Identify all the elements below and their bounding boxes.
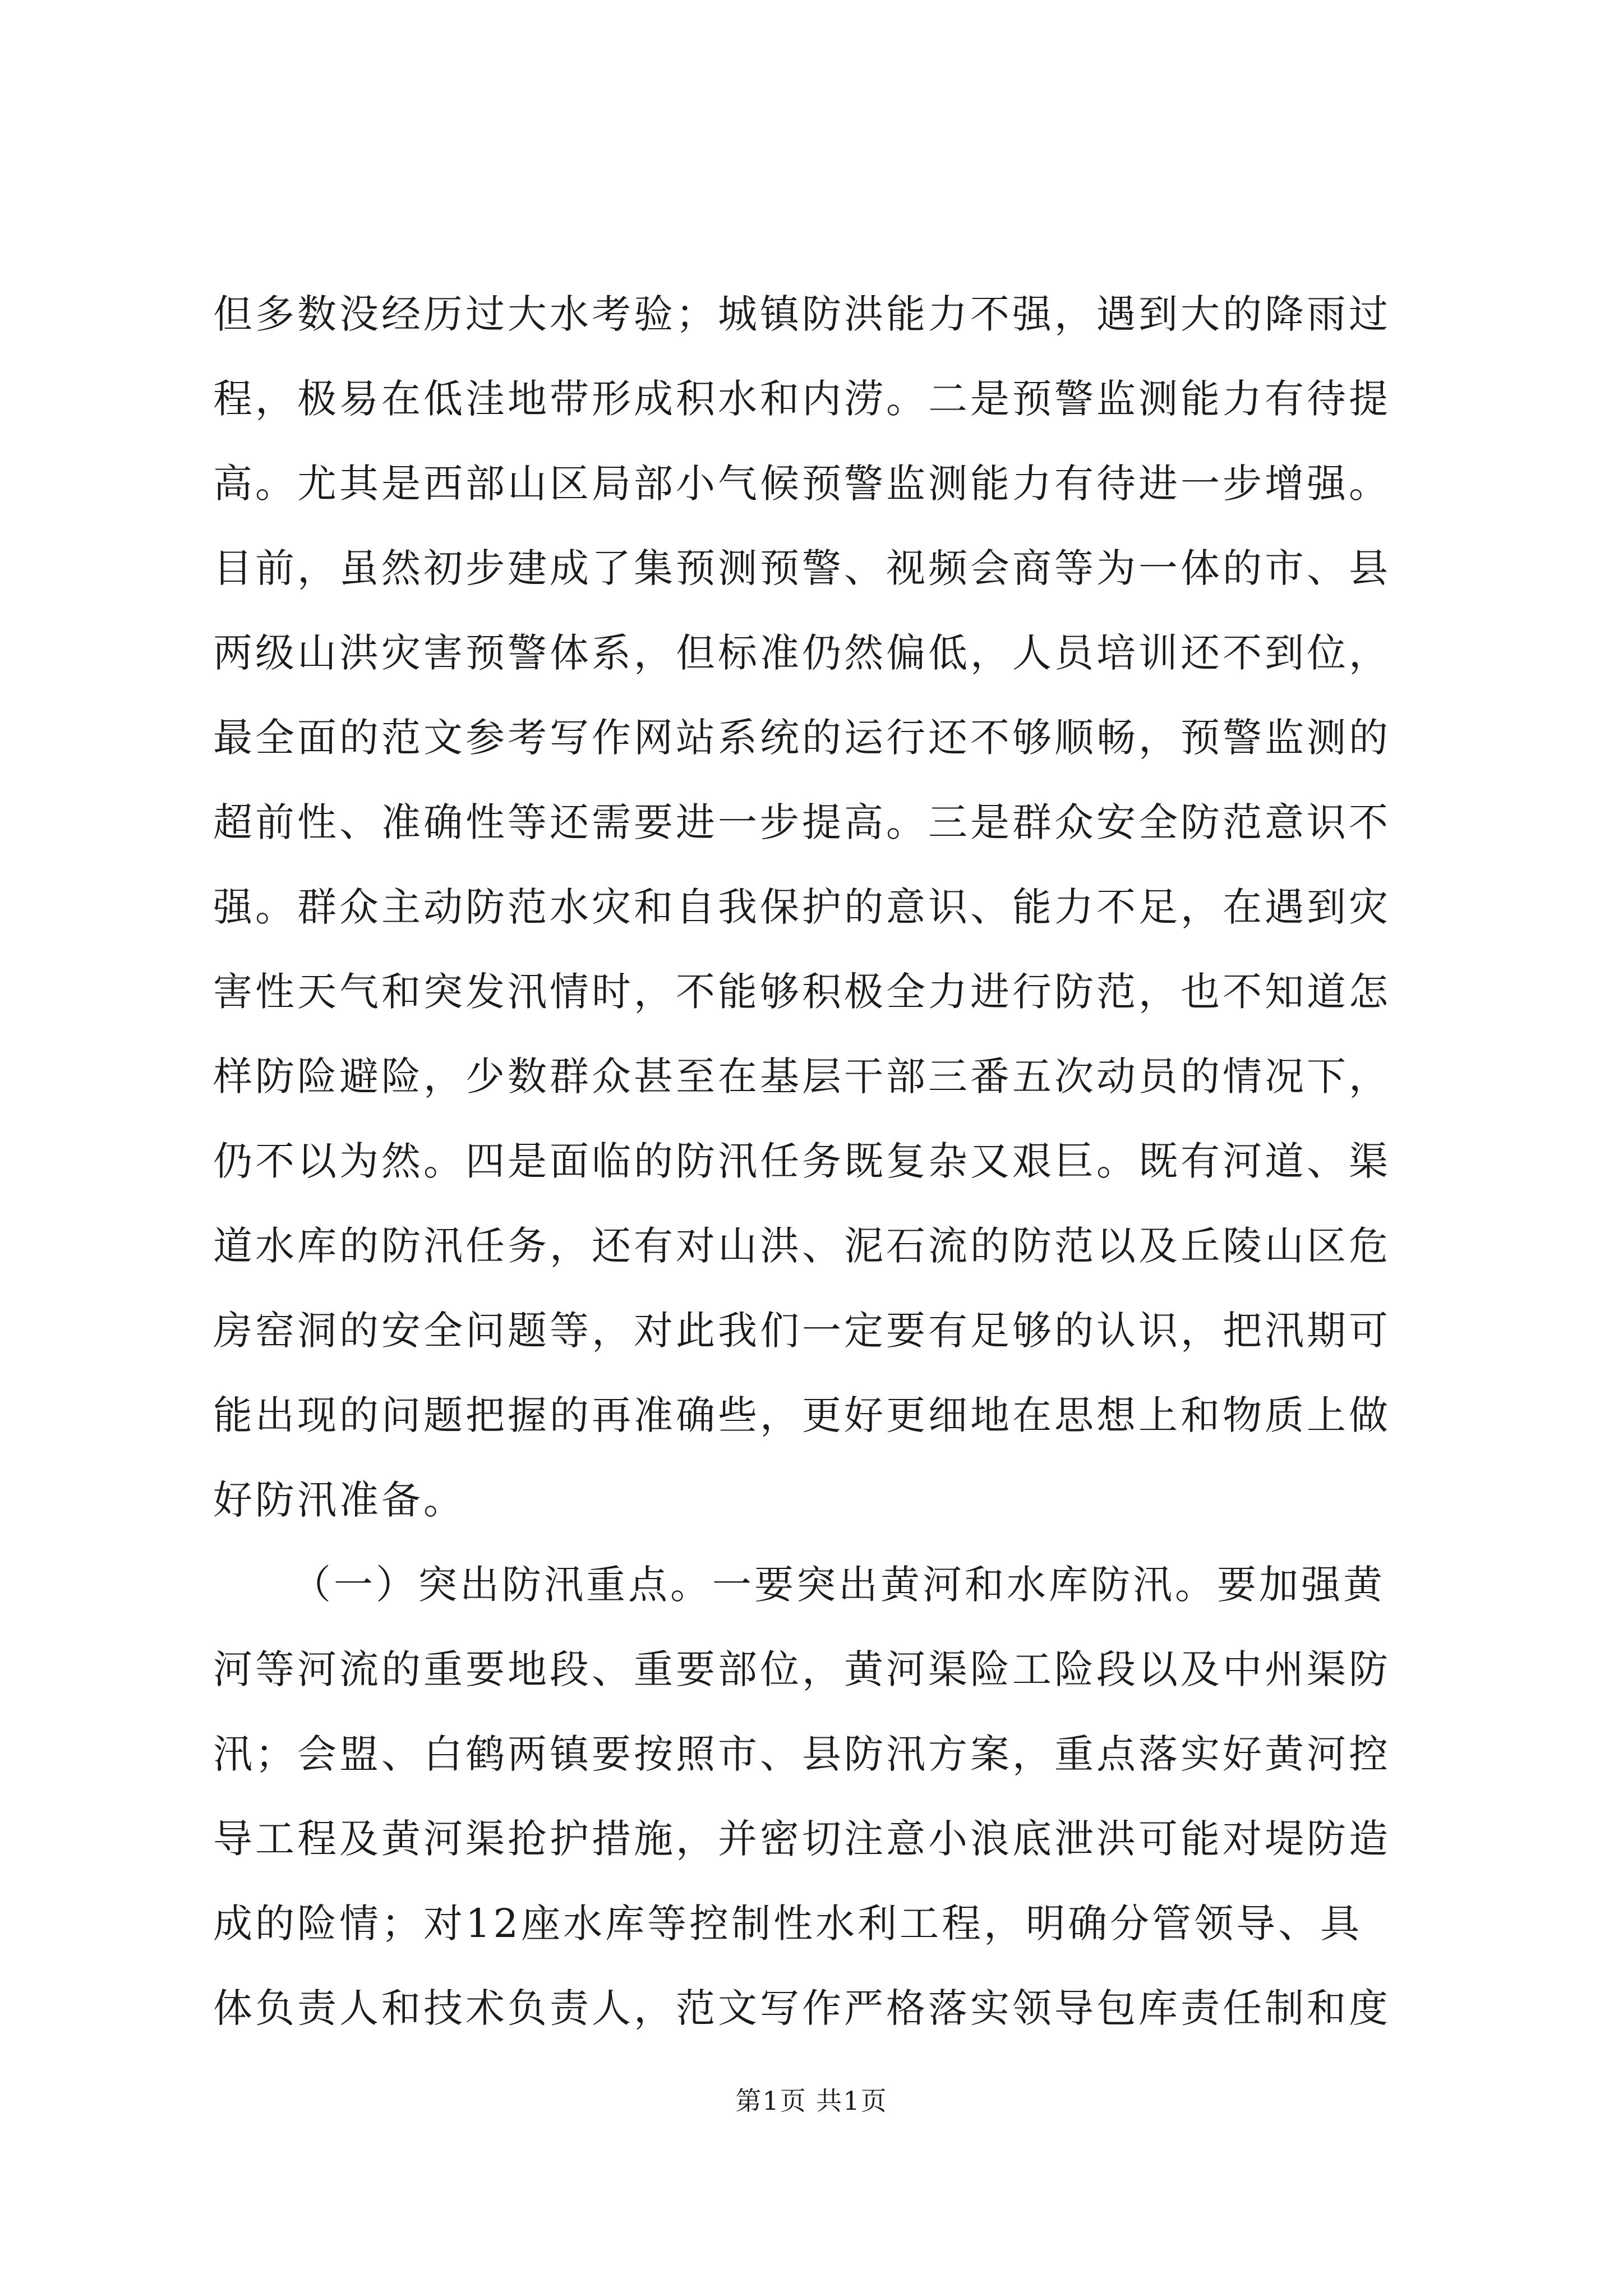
text-line: 两级山洪灾害预警体系，但标准仍然偏低，人员培训还不到位， [213,630,1391,676]
text-line: 害性天气和突发汛情时，不能够积极全力进行防范，也不知道怎 [213,969,1391,1015]
text-line: 但多数没经历过大水考验；城镇防洪能力不强，遇到大的降雨过 [213,291,1391,337]
text-line: 成的险情；对12座水库等控制性水利工程，明确分管领导、具 [213,1901,1363,1947]
section-heading-line: （一）突出防汛重点。一要突出黄河和水库防汛。要加强黄 [292,1562,1385,1608]
text-line: 样防险避险，少数群众甚至在基层干部三番五次动员的情况下， [213,1053,1391,1099]
text-line: 好防汛准备。 [213,1477,465,1523]
document-body [213,289,1419,2034]
text-line: 体负责人和技术负责人，范文写作严格落实领导包库责任制和度 [213,1985,1391,2031]
text-line: 仍不以为然。四是面临的防汛任务既复杂又艰巨。既有河道、渠 [213,1138,1391,1184]
page-footer: 第1页 共1页 [735,2086,888,2116]
text-line: 能出现的问题把握的再准确些，更好更细地在思想上和物质上做 [213,1392,1391,1438]
text-line: 强。群众主动防范水灾和自我保护的意识、能力不足，在遇到灾 [213,884,1391,930]
text-line: 导工程及黄河渠抢护措施，并密切注意小浪底泄洪可能对堤防造 [213,1816,1391,1862]
text-line: 程，极易在低洼地带形成积水和内涝。二是预警监测能力有待提 [213,376,1391,422]
text-line: 道水库的防汛任务，还有对山洪、泥石流的防范以及丘陵山区危 [213,1223,1391,1269]
text-line: 河等河流的重要地段、重要部位，黄河渠险工险段以及中州渠防 [213,1646,1391,1692]
text-line: 目前，虽然初步建成了集预测预警、视频会商等为一体的市、县 [213,545,1391,591]
text-line: 房窑洞的安全问题等，对此我们一定要有足够的认识，把汛期可 [213,1308,1391,1354]
text-line: 最全面的范文参考写作网站系统的运行还不够顺畅，预警监测的 [213,715,1391,761]
text-line: 超前性、准确性等还需要进一步提高。三是群众安全防范意识不 [213,799,1391,845]
text-line: 汛；会盟、白鹤两镇要按照市、县防汛方案，重点落实好黄河控 [213,1731,1391,1777]
text-line: 高。尤其是西部山区局部小气候预警监测能力有待进一步增强。 [213,461,1391,507]
